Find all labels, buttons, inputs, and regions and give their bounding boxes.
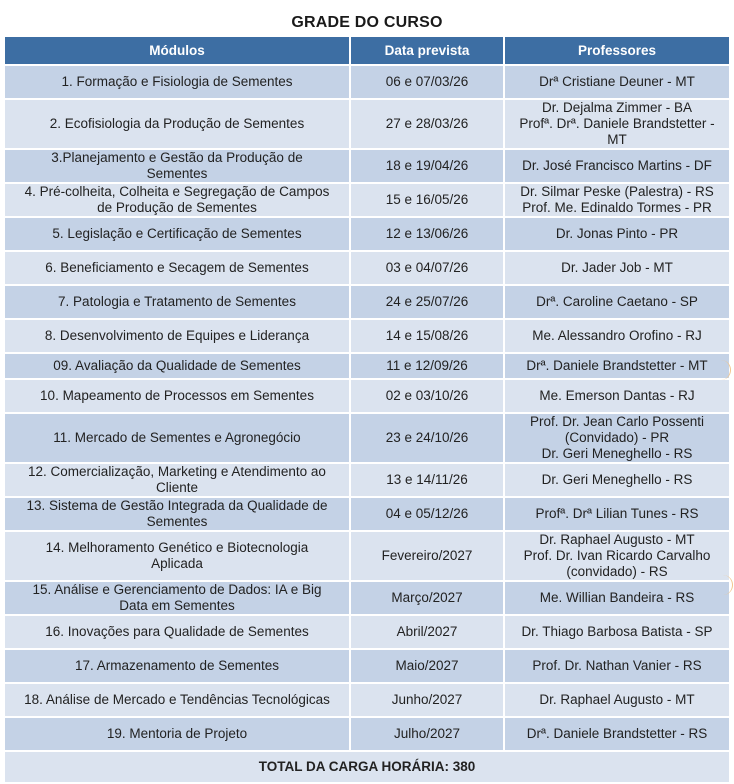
- date-cell: Junho/2027: [351, 684, 503, 716]
- professors-cell: Me. Willian Bandeira - RS: [505, 582, 729, 614]
- course-schedule-table: [3, 35, 731, 784]
- table-body: [5, 66, 729, 750]
- professors-cell: Drª Cristiane Deuner - MT: [505, 66, 729, 98]
- table-row: [5, 184, 729, 216]
- decorative-curve: [722, 575, 733, 595]
- professors-cell: Dr. Dejalma Zimmer - BA Profª. Drª. Daniele Brandstetter - MT: [505, 100, 729, 148]
- module-cell: 13. Sistema de Gestão Integrada da Qualidade de Sementes: [5, 498, 349, 530]
- professors-cell: Prof. Dr. Jean Carlo Possenti (Convidado) - PR Dr. Geri Meneghello - RS: [505, 414, 729, 462]
- professors-cell: Drª. Daniele Brandstetter - MT: [505, 354, 729, 378]
- module-cell: 2. Ecofisiologia da Produção de Sementes: [5, 100, 349, 148]
- module-cell: 15. Análise e Gerenciamento de Dados: IA e Big Data em Sementes: [5, 582, 349, 614]
- professors-cell: Drª. Caroline Caetano - SP: [505, 286, 729, 318]
- module-cell: 11. Mercado de Sementes e Agronegócio: [5, 414, 349, 462]
- professors-cell: Drª. Daniele Brandstetter - RS: [505, 718, 729, 750]
- header-professors: Professores: [505, 37, 729, 64]
- professors-cell: Dr. Jonas Pinto - PR: [505, 218, 729, 250]
- professors-cell: Dr. Geri Meneghello - RS: [505, 464, 729, 496]
- professors-cell: Me. Alessandro Orofino - RJ: [505, 320, 729, 352]
- date-cell: Abril/2027: [351, 616, 503, 648]
- professors-cell: Prof. Dr. Nathan Vanier - RS: [505, 650, 729, 682]
- date-cell: 24 e 25/07/26: [351, 286, 503, 318]
- module-cell: 1. Formação e Fisiologia de Sementes: [5, 66, 349, 98]
- date-cell: 15 e 16/05/26: [351, 184, 503, 216]
- module-cell: 16. Inovações para Qualidade de Sementes: [5, 616, 349, 648]
- professors-cell: Dr. Jader Job - MT: [505, 252, 729, 284]
- total-row: [5, 752, 729, 782]
- module-cell: 6. Beneficiamento e Secagem de Sementes: [5, 252, 349, 284]
- professors-cell: Dr. Silmar Peske (Palestra) - RS Prof. Me. Edinaldo Tormes - PR: [505, 184, 729, 216]
- date-cell: 12 e 13/06/26: [351, 218, 503, 250]
- module-cell: 3.Planejamento e Gestão da Produção de Sementes: [5, 150, 349, 182]
- table-row: [5, 582, 729, 614]
- table-row: [5, 252, 729, 284]
- professors-cell: Dr. Thiago Barbosa Batista - SP: [505, 616, 729, 648]
- date-cell: 14 e 15/08/26: [351, 320, 503, 352]
- header-date: Data prevista: [351, 37, 503, 64]
- table-row: [5, 532, 729, 580]
- date-cell: 18 e 19/04/26: [351, 150, 503, 182]
- date-cell: 11 e 12/09/26: [351, 354, 503, 378]
- module-cell: 17. Armazenamento de Sementes: [5, 650, 349, 682]
- table-header-row: [5, 37, 729, 64]
- table-row: [5, 218, 729, 250]
- professors-cell: Dr. Raphael Augusto - MT Prof. Dr. Ivan Ricardo Carvalho (convidado) - RS: [505, 532, 729, 580]
- table-row: [5, 354, 729, 378]
- module-cell: 19. Mentoria de Projeto: [5, 718, 349, 750]
- module-cell: 7. Patologia e Tratamento de Sementes: [5, 286, 349, 318]
- table-row: [5, 286, 729, 318]
- header-modules: Módulos: [5, 37, 349, 64]
- table-row: [5, 684, 729, 716]
- table-row: [5, 414, 729, 462]
- date-cell: 13 e 14/11/26: [351, 464, 503, 496]
- date-cell: Maio/2027: [351, 650, 503, 682]
- table-row: [5, 718, 729, 750]
- date-cell: Fevereiro/2027: [351, 532, 503, 580]
- table-row: [5, 150, 729, 182]
- date-cell: 23 e 24/10/26: [351, 414, 503, 462]
- date-cell: Março/2027: [351, 582, 503, 614]
- table-row: [5, 320, 729, 352]
- table-row: [5, 380, 729, 412]
- table-row: [5, 616, 729, 648]
- table-row: [5, 464, 729, 496]
- module-cell: 4. Pré-colheita, Colheita e Segregação de Campos de Produção de Sementes: [5, 184, 349, 216]
- table-row: [5, 66, 729, 98]
- professors-cell: Profª. Drª Lilian Tunes - RS: [505, 498, 729, 530]
- table-row: [5, 498, 729, 530]
- date-cell: 27 e 28/03/26: [351, 100, 503, 148]
- date-cell: 03 e 04/07/26: [351, 252, 503, 284]
- date-cell: 02 e 03/10/26: [351, 380, 503, 412]
- page-title: GRADE DO CURSO: [291, 14, 443, 31]
- module-cell: 09. Avaliação da Qualidade de Sementes: [5, 354, 349, 378]
- module-cell: 12. Comercialização, Marketing e Atendimento ao Cliente: [5, 464, 349, 496]
- table-row: [5, 650, 729, 682]
- module-cell: 5. Legislação e Certificação de Sementes: [5, 218, 349, 250]
- module-cell: 8. Desenvolvimento de Equipes e Liderança: [5, 320, 349, 352]
- module-cell: 10. Mapeamento de Processos em Sementes: [5, 380, 349, 412]
- date-cell: 06 e 07/03/26: [351, 66, 503, 98]
- date-cell: Julho/2027: [351, 718, 503, 750]
- module-cell: 14. Melhoramento Genético e Biotecnologia Aplicada: [5, 532, 349, 580]
- date-cell: 04 e 05/12/26: [351, 498, 503, 530]
- module-cell: 18. Análise de Mercado e Tendências Tecnológicas: [5, 684, 349, 716]
- table-row: [5, 100, 729, 148]
- total-hours: TOTAL DA CARGA HORÁRIA: 380: [5, 752, 729, 782]
- professors-cell: Me. Emerson Dantas - RJ: [505, 380, 729, 412]
- professors-cell: Dr. José Francisco Martins - DF: [505, 150, 729, 182]
- professors-cell: Dr. Raphael Augusto - MT: [505, 684, 729, 716]
